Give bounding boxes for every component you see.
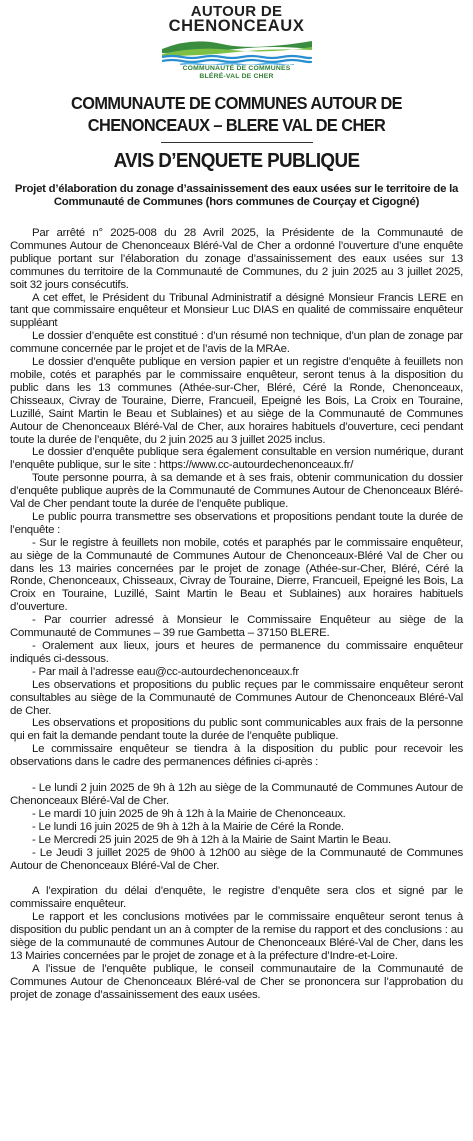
body-paragraph: Le dossier d’enquête publique en version papier et un registre d’enquête à feuillets non mobile, cotés et paraphés par le commissaire enquêteur, seront tenus à la disposition du public dans les 13 communes (Athée-sur-Cher, Bléré, Céré la Ronde, Chenonceaux, Chisseaux, Civray de Touraine, Dierre, Francueil, Epeigné les Bois, La Croix en Touraine, Luzillé, Saint Martin le Beau et Sublaines) et au siège de la Communauté de Communes Autour de Chenonceaux Bléré-Val de Cher, aux horaires habituels d’ouverture, ceci pendant toute la durée de l’enquête, du 2 juin 2025 au 3 juillet 2025 inclus. bbox=[10, 356, 463, 446]
body-paragraph: Toute personne pourra, à sa demande et à ses frais, obtenir communication du dossier d’enquête publique auprès de la Communauté de Communes Autour de Chenonceaux Bléré-Val de Cher pendant toute la durée de l’enquête publique. bbox=[10, 472, 463, 511]
closing-paragraph: A l’expiration du délai d’enquête, le registre d’enquête sera clos et signé par le commissaire enquêteur. bbox=[10, 885, 463, 911]
hills-and-river-logo-icon bbox=[162, 35, 312, 65]
logo-text-line1: AUTOUR DE bbox=[190, 3, 283, 20]
body-paragraph: Par arrêté n° 2025-008 du 28 Avril 2025, la Présidente de la Communauté de Communes Autour de Chenonceaux Bléré-Val de Cher a ordonné l’ouverture d’une enquête publique portant sur l’élaboration du zonage d’assainissement des eaux usées sur 13 communes du territoire de la Communauté de Communes, du 2 juin 2025 au 3 juillet 2025, soit 32 jours consécutifs. bbox=[10, 227, 463, 291]
body-paragraph: - Oralement aux lieux, jours et heures de permanence du commissaire enquêteur indiqués ci-dessous. bbox=[10, 640, 463, 665]
logo-text-line2: CHENONCEAUX bbox=[168, 17, 305, 35]
body-paragraph: Les observations et propositions du public reçues par le commissaire enquêteur seront consultables au siège de la Communauté de Communes Autour de Chenonceaux Bléré-Val de Cher. bbox=[10, 678, 463, 717]
notice-title: AVIS D’ENQUETE PUBLIQUE bbox=[113, 149, 360, 172]
logo-subtitle-line2: BLÉRÉ-VAL DE CHER bbox=[199, 73, 274, 80]
permanence-item: - Le mardi 10 juin 2025 de 9h à 12h à la Mairie de Chenonceaux. bbox=[32, 807, 346, 820]
notice-body bbox=[10, 227, 463, 1002]
body-paragraph: Les observations et propositions du public sont communicables aux frais de la personne qui en fait la demande pendant toute la durée de l’enquête publique. bbox=[10, 717, 463, 743]
body-paragraph: A cet effet, le Président du Tribunal Administratif a désigné Monsieur Francis LERE en tant que commissaire enquêteur et Monsieur Luc DIAS en qualité de commissaire enquêteur suppléant bbox=[10, 291, 463, 330]
section-spacer bbox=[10, 872, 463, 885]
organization-title-line1: COMMUNAUTE DE COMMUNES AUTOUR DE bbox=[70, 93, 402, 113]
permanence-item: - Le lundi 16 juin 2025 de 9h à 12h à la Mairie de Céré la Ronde. bbox=[32, 820, 344, 833]
body-paragraph: Le commissaire enquêteur se tiendra à la disposition du public pour recevoir les observations dans le cadre des permanences définies ci-après : bbox=[10, 743, 463, 769]
body-paragraph: Le dossier d’enquête est constitué : d’un résumé non technique, d’un plan de zonage par commune concernée par le projet et de l’avis de la MRAe. bbox=[10, 330, 463, 356]
organization-title-line2: CHENONCEAUX – BLERE VAL DE CHER bbox=[87, 115, 386, 135]
body-paragraph: - Par courrier adressé à Monsieur le Commissaire Enquêteur au siège de la Communauté de Communes – 39 rue Gambetta – 37150 BLERE. bbox=[10, 614, 463, 640]
body-paragraph: Le dossier d’enquête publique sera également consultable en version numérique, durant l’enquête publique, sur le site : https://www.cc-autourdechenonceaux.fr/ bbox=[10, 446, 463, 472]
permanence-item: - Le Jeudi 3 juillet 2025 de 9h00 à 12h00 au siège de la Communauté de Communes Autour de Chenonceaux Bléré-Val de Cher. bbox=[10, 846, 463, 872]
body-paragraph: - Par mail à l’adresse eau@cc-autourdechenonceaux.fr bbox=[32, 665, 299, 678]
notice-subject: Projet d’élaboration du zonage d’assainissement des eaux usées sur le territoire de la Communauté de Communes (hors communes de Courçay et Cigogné) bbox=[14, 183, 459, 208]
closing-paragraph: Le rapport et les conclusions motivées par le commissaire enquêteur seront tenus à disposition du public pendant un an à compter de la remise du rapport et des conclusions : au siège de la communauté de communes Autour de Chenonceaux Bléré-Val de Cher, dans les 13 Mairies concernées par le projet de zonage et à la préfecture d’Indre-et-Loire. bbox=[10, 911, 463, 962]
section-spacer bbox=[10, 769, 463, 782]
permanence-item: - Le lundi 2 juin 2025 de 9h à 12h au siège de la Communauté de Communes Autour de Chenonceaux Bléré-Val de Cher. bbox=[10, 782, 463, 807]
body-paragraph: - Sur le registre à feuillets non mobile, cotés et paraphés par le commissaire enquêteur, au siège de la Communauté de Communes Autour de Chenonceaux-Bléré Val de Cher ou dans les 13 mairies concernées par le projet de zonage (Athée-sur-Cher, Bléré, Céré la Ronde, Chenonceaux, Chisseaux, Civray de Touraine, Dierre, Francueil, Epeigné les Bois, La Croix en Touraine, Luzillé, Saint Martin le Beau et Sublaines) aux horaires habituels d’ouverture. bbox=[10, 536, 463, 614]
permanence-item: - Le Mercredi 25 juin 2025 de 9h à 12h à la Mairie de Saint Martin le Beau. bbox=[32, 833, 391, 846]
body-paragraph: Le public pourra transmettre ses observations et propositions pendant toute la durée de l’enquête : bbox=[10, 510, 463, 536]
organization-logo bbox=[10, 0, 463, 81]
title-divider bbox=[161, 142, 313, 143]
logo-subtitle-line1: COMMUNAUTÉ DE COMMUNES bbox=[182, 65, 291, 72]
organization-title bbox=[21, 92, 451, 136]
closing-paragraph: A l’issue de l’enquête publique, le conseil communautaire de la Communauté de Communes Autour de Chenonceaux Bléré-val de Cher se prononcera sur l’approbation du projet de zonage d’assainissement des eaux usées. bbox=[10, 962, 463, 1001]
